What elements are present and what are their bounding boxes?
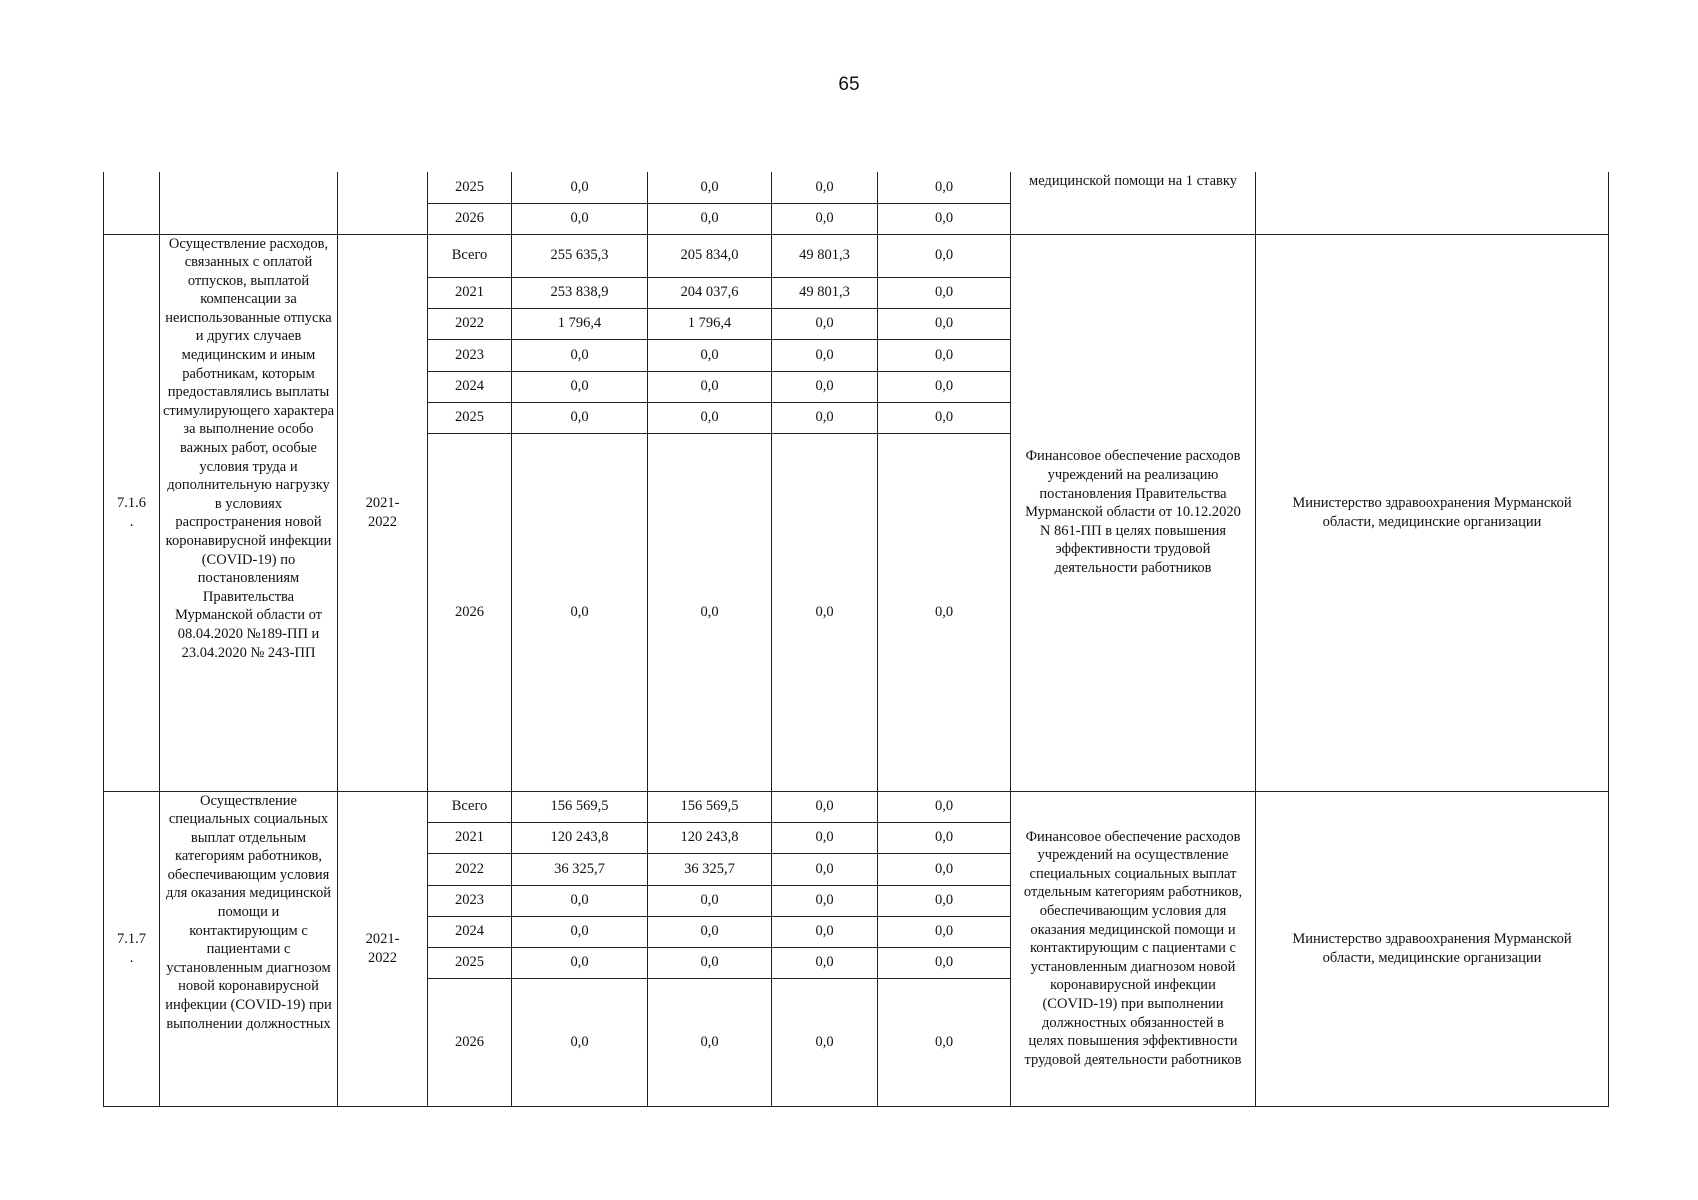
federal-cell: 0,0 — [772, 916, 878, 947]
other-cell: 0,0 — [878, 822, 1011, 853]
regional-cell: 0,0 — [648, 371, 772, 402]
item-executor: Министерство здравоохранения Мурманской области, медицинские организации — [1256, 791, 1609, 1106]
total-cell: 36 325,7 — [512, 853, 648, 885]
total-cell: 0,0 — [512, 339, 648, 371]
federal-cell: 49 801,3 — [772, 234, 878, 277]
year-cell: 2021 — [428, 822, 512, 853]
year-cell: 2022 — [428, 308, 512, 339]
item-result: Финансовое обеспечение расходов учреждений на реализацию постановления Правительства Мурманской области от 10.12.2020 N 861-ПП в целях повышения эффективности трудовой деятельности работников — [1011, 234, 1256, 791]
regional-cell: 0,0 — [648, 339, 772, 371]
other-cell: 0,0 — [878, 371, 1011, 402]
item-number: 7.1.6 . — [104, 234, 160, 791]
other-cell: 0,0 — [878, 433, 1011, 791]
total-cell: 253 838,9 — [512, 277, 648, 308]
page-number: 65 — [838, 74, 860, 95]
total-cell: 1 796,4 — [512, 308, 648, 339]
regional-cell: 205 834,0 — [648, 234, 772, 277]
program-activities-table — [103, 172, 1609, 1107]
other-cell: 0,0 — [878, 947, 1011, 978]
total-cell: 0,0 — [512, 916, 648, 947]
other-cell: 0,0 — [878, 916, 1011, 947]
executor-cell — [1256, 172, 1609, 234]
federal-cell: 0,0 — [772, 371, 878, 402]
other-cell: 0,0 — [878, 172, 1011, 203]
regional-cell: 0,0 — [648, 433, 772, 791]
total-cell: 120 243,8 — [512, 822, 648, 853]
federal-cell: 0,0 — [772, 339, 878, 371]
federal-cell: 49 801,3 — [772, 277, 878, 308]
year-cell: 2023 — [428, 885, 512, 916]
number-cell — [104, 172, 160, 234]
item-description: Осуществление расходов, связанных с оплатой отпусков, выплатой компенсации за неиспользованные отпуска и других случаев медицинским и иным работникам, которым предоставлялись выплаты стимулирующего характера за выполнение особо важных работ, особые условия труда и дополнительную нагрузку в условиях распространения новой коронавирусной инфекции (COVID-19) по постановлениям Правительства Мурманской области от 08.04.2020 №189-ПП и 23.04.2020 № 243-ПП — [160, 234, 338, 791]
other-cell: 0,0 — [878, 308, 1011, 339]
item-result: Финансовое обеспечение расходов учреждений на осуществление специальных социальных выплат отдельным категориям работников, обеспечивающим условия для оказания медицинской помощи и контактирующим с пациентами с установленным диагнозом новой коронавирусной инфекции (COVID-19) при выполнении должностных обязанностей в целях повышения эффективности трудовой деятельности работников — [1011, 791, 1256, 1106]
total-cell: 255 635,3 — [512, 234, 648, 277]
total-cell: 0,0 — [512, 433, 648, 791]
year-cell: Всего — [428, 791, 512, 822]
other-cell: 0,0 — [878, 978, 1011, 1106]
regional-cell: 1 796,4 — [648, 308, 772, 339]
other-cell: 0,0 — [878, 853, 1011, 885]
total-cell: 0,0 — [512, 371, 648, 402]
other-cell: 0,0 — [878, 885, 1011, 916]
other-cell: 0,0 — [878, 791, 1011, 822]
year-cell: 2024 — [428, 916, 512, 947]
regional-cell: 36 325,7 — [648, 853, 772, 885]
regional-cell: 204 037,6 — [648, 277, 772, 308]
other-cell: 0,0 — [878, 277, 1011, 308]
table-row — [104, 234, 1609, 277]
regional-cell: 0,0 — [648, 203, 772, 234]
federal-cell: 0,0 — [772, 172, 878, 203]
regional-cell: 156 569,5 — [648, 791, 772, 822]
federal-cell: 0,0 — [772, 978, 878, 1106]
table-row — [104, 172, 1609, 203]
year-cell: 2023 — [428, 339, 512, 371]
federal-cell: 0,0 — [772, 308, 878, 339]
regional-cell: 0,0 — [648, 402, 772, 433]
item-number: 7.1.7 . — [104, 791, 160, 1106]
description-cell — [160, 172, 338, 234]
year-cell: 2021 — [428, 277, 512, 308]
result-cell: медицинской помощи на 1 ставку — [1011, 172, 1256, 234]
regional-cell: 0,0 — [648, 885, 772, 916]
regional-cell: 0,0 — [648, 172, 772, 203]
other-cell: 0,0 — [878, 402, 1011, 433]
year-cell: 2026 — [428, 978, 512, 1106]
item-description: Осуществление специальных социальных выплат отдельным категориям работников, обеспечивающим условия для оказания медицинской помощи и контактирующим с пациентами с установленным диагнозом новой коронавирусной инфекции (COVID-19) при выполнении должностных — [160, 791, 338, 1106]
federal-cell: 0,0 — [772, 203, 878, 234]
regional-cell: 0,0 — [648, 978, 772, 1106]
total-cell: 0,0 — [512, 402, 648, 433]
federal-cell: 0,0 — [772, 791, 878, 822]
other-cell: 0,0 — [878, 234, 1011, 277]
total-cell: 156 569,5 — [512, 791, 648, 822]
year-cell: 2024 — [428, 371, 512, 402]
other-cell: 0,0 — [878, 203, 1011, 234]
year-cell: 2026 — [428, 203, 512, 234]
regional-cell: 0,0 — [648, 916, 772, 947]
federal-cell: 0,0 — [772, 402, 878, 433]
federal-cell: 0,0 — [772, 433, 878, 791]
federal-cell: 0,0 — [772, 885, 878, 916]
item-period: 2021- 2022 — [338, 234, 428, 791]
item-executor: Министерство здравоохранения Мурманской области, медицинские организации — [1256, 234, 1609, 791]
total-cell: 0,0 — [512, 172, 648, 203]
other-cell: 0,0 — [878, 339, 1011, 371]
regional-cell: 120 243,8 — [648, 822, 772, 853]
federal-cell: 0,0 — [772, 822, 878, 853]
item-period: 2021- 2022 — [338, 791, 428, 1106]
total-cell: 0,0 — [512, 978, 648, 1106]
total-cell: 0,0 — [512, 203, 648, 234]
regional-cell: 0,0 — [648, 947, 772, 978]
year-cell: 2022 — [428, 853, 512, 885]
table-row — [104, 791, 1609, 822]
year-cell: 2026 — [428, 433, 512, 791]
year-cell: 2025 — [428, 172, 512, 203]
period-cell — [338, 172, 428, 234]
year-cell: 2025 — [428, 947, 512, 978]
total-cell: 0,0 — [512, 947, 648, 978]
federal-cell: 0,0 — [772, 947, 878, 978]
total-cell: 0,0 — [512, 885, 648, 916]
federal-cell: 0,0 — [772, 853, 878, 885]
year-cell: 2025 — [428, 402, 512, 433]
year-cell: Всего — [428, 234, 512, 277]
